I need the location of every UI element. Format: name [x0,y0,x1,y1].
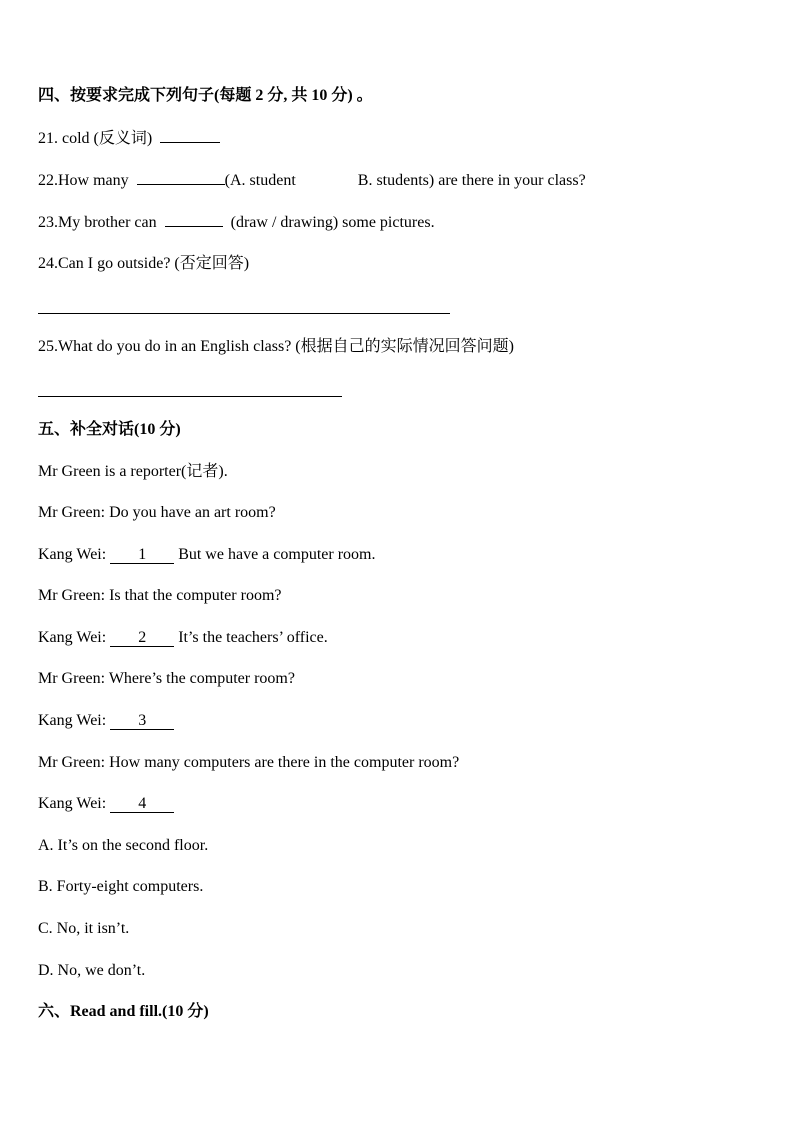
dialogue-text: Is that the computer room? [109,587,282,604]
question-25: 25.What do you do in an English class? (根据自己的实际情况回答问题) [38,338,514,355]
dialogue-text: How many computers are there in the computer room? [109,754,460,771]
question-23-prefix: 23.My brother can [38,214,157,231]
dialogue-text: Do you have an art room? [109,504,276,521]
dialogue-line [38,503,276,523]
speaker-label: Kang Wei: [38,712,107,729]
speaker-label: Mr Green: [38,670,106,687]
speaker-label: Mr Green: [38,754,106,771]
answer-blank-21[interactable] [160,128,220,143]
speaker-label: Mr Green: [38,504,106,521]
question-21-text: 21. cold (反义词) [38,130,153,147]
section-5-heading: 五、补全对话(10 分) [38,421,181,438]
answer-line-24[interactable] [38,313,450,314]
question-23 [38,212,435,233]
option-d: D. No, we don’t. [38,962,146,979]
dialogue-line [38,586,281,606]
option-b: B. Forty-eight computers. [38,878,204,895]
option-a: A. It’s on the second floor. [38,837,209,854]
answer-line-25[interactable] [38,396,342,397]
dialogue-line [38,753,459,773]
answer-blank-23[interactable] [165,212,223,227]
question-22-option-b: B. students) are there in your class? [357,172,586,189]
question-22-prefix: 22.How many [38,172,129,189]
dialogue-text: But we have a computer room. [178,546,376,563]
dialogue-line [38,794,174,814]
option-c: C. No, it isn’t. [38,920,130,937]
speaker-label: Kang Wei: [38,546,107,563]
dialogue-blank-4[interactable]: 4 [110,796,174,813]
dialogue-blank-2[interactable]: 2 [110,630,174,647]
question-23-suffix: (draw / drawing) some pictures. [230,214,435,231]
dialogue-line [38,669,295,689]
question-24: 24.Can I go outside? (否定回答) [38,255,250,272]
question-22-option-a: (A. student [224,172,296,189]
speaker-label: Kang Wei: [38,795,107,812]
answer-blank-22[interactable] [137,170,225,185]
question-21 [38,128,220,149]
dialogue-line [38,628,328,648]
dialogue-text: Where’s the computer room? [108,670,295,687]
question-22 [38,170,586,191]
section-6-heading: 六、Read and fill.(10 分) [38,1003,209,1020]
dialogue-blank-3[interactable]: 3 [110,713,174,730]
dialogue-text: It’s the teachers’ office. [178,629,328,646]
dialogue-intro: Mr Green is a reporter(记者). [38,463,228,480]
dialogue-line [38,711,174,731]
dialogue-blank-1[interactable]: 1 [110,547,174,564]
section-4-heading: 四、按要求完成下列句子(每题 2 分, 共 10 分) 。 [38,87,373,104]
speaker-label: Mr Green: [38,587,106,604]
speaker-label: Kang Wei: [38,629,107,646]
dialogue-line [38,545,375,565]
